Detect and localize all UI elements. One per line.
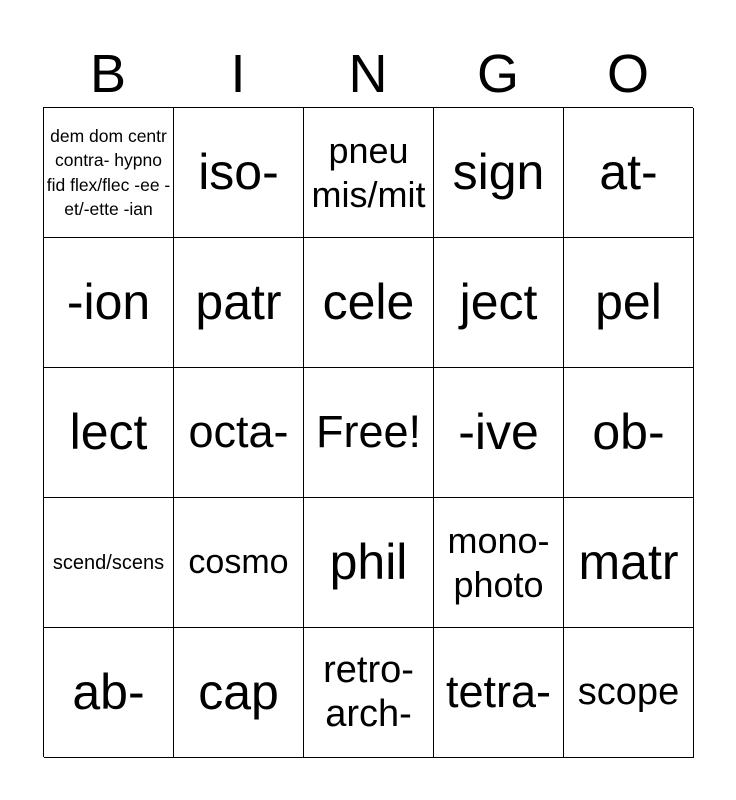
bingo-cell: mono- photo — [434, 498, 564, 628]
bingo-cell: sign — [434, 108, 564, 238]
header-letter-n: N — [348, 44, 388, 104]
bingo-cell: patr — [174, 238, 304, 368]
header-letter-g: G — [476, 44, 519, 104]
bingo-cell: lect — [44, 368, 174, 498]
bingo-cell: phil — [304, 498, 434, 628]
bingo-cell: -ion — [44, 238, 174, 368]
bingo-cell: pneu mis/mit — [304, 108, 434, 238]
bingo-cell: octa- — [174, 368, 304, 498]
bingo-cell: ject — [434, 238, 564, 368]
bingo-cell: iso- — [174, 108, 304, 238]
free-space: Free! — [304, 368, 434, 498]
bingo-cell: dem dom centr contra- hypno fid flex/flec -ee -et/-ette -ian — [44, 108, 174, 238]
bingo-cell: ab- — [44, 628, 174, 758]
bingo-cell: scope — [564, 628, 694, 758]
bingo-cell: at- — [564, 108, 694, 238]
bingo-grid — [43, 107, 693, 757]
bingo-cell: ob- — [564, 368, 694, 498]
header-letter-i: I — [230, 44, 246, 104]
header-letter-o: O — [606, 44, 649, 104]
bingo-cell: pel — [564, 238, 694, 368]
bingo-cell: cosmo — [174, 498, 304, 628]
header-letter-b: B — [89, 44, 127, 104]
bingo-cell: cele — [304, 238, 434, 368]
bingo-cell: -ive — [434, 368, 564, 498]
bingo-cell: tetra- — [434, 628, 564, 758]
bingo-cell: cap — [174, 628, 304, 758]
bingo-cell: retro- arch- — [304, 628, 434, 758]
bingo-cell: matr — [564, 498, 694, 628]
bingo-cell: scend/scens — [44, 498, 174, 628]
bingo-header — [43, 40, 693, 108]
